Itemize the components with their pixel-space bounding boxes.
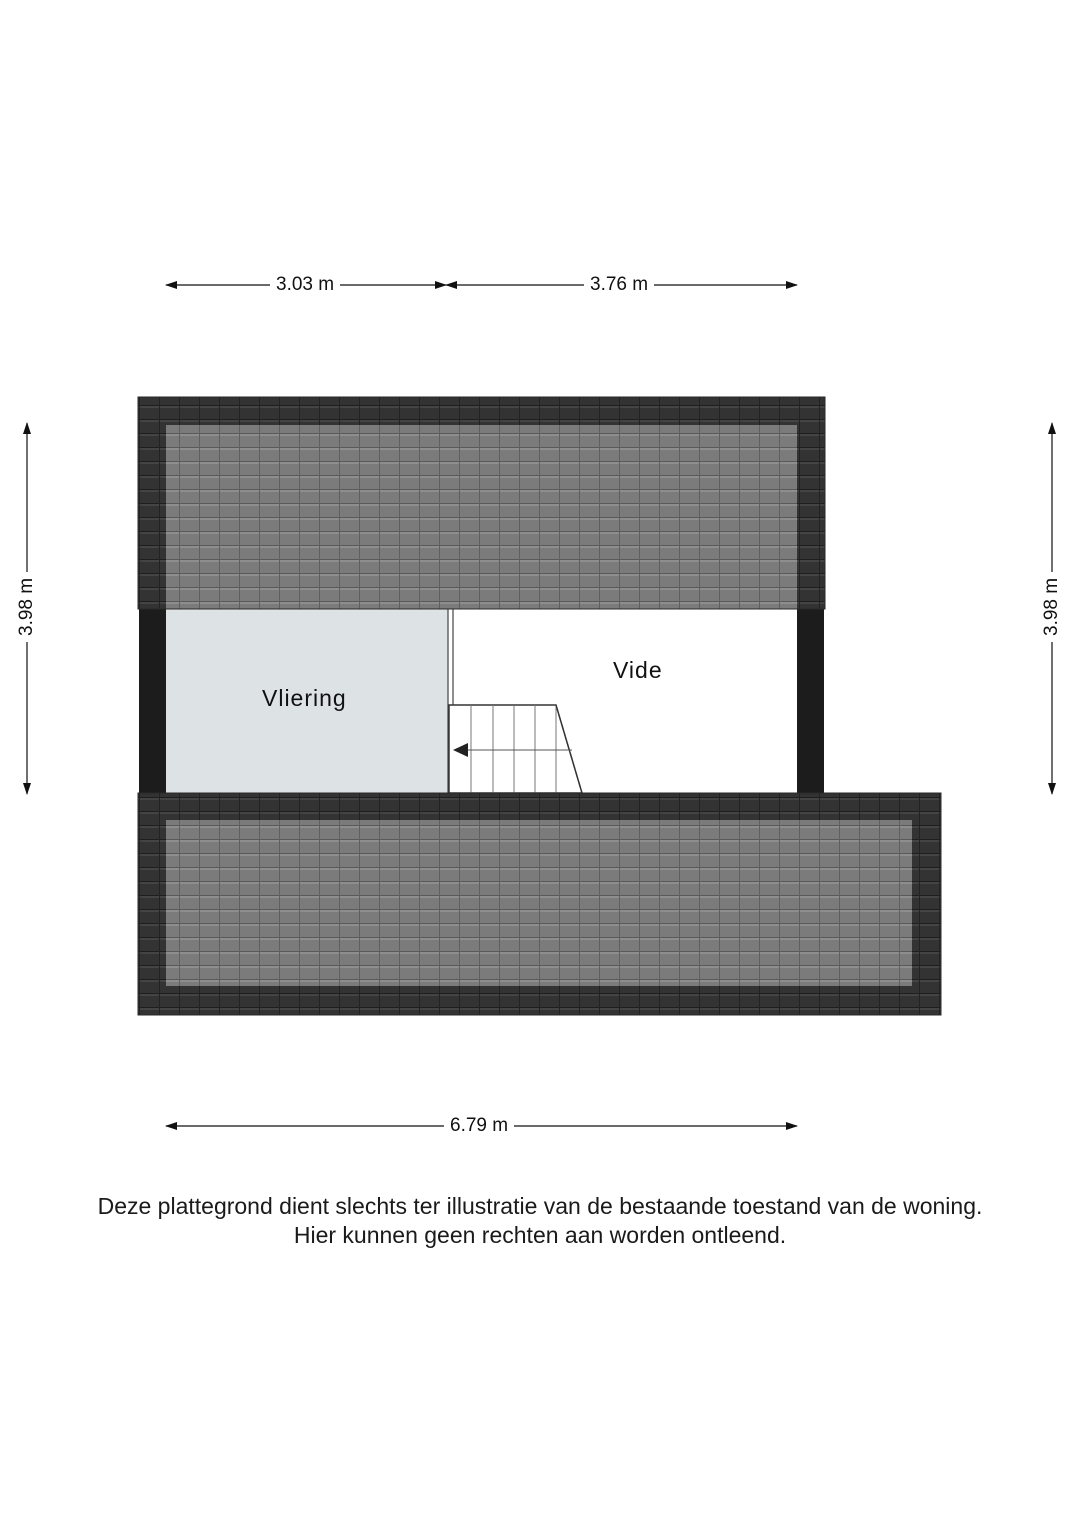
disclaimer-line-1: Deze plattegrond dient slechts ter illustratie van de bestaande toestand van de woning. [97,1193,983,1219]
dimension-label-left: 3.98 m [16,572,38,642]
disclaimer-line-2: Hier kunnen geen rechten aan worden ontleend. [293,1222,787,1248]
dimension-label-right: 3.98 m [1041,572,1063,642]
left-wall [139,605,166,797]
dimension-label-bottom: 6.79 m [444,1115,514,1137]
right-wall [797,605,824,797]
room-label-vliering: Vliering [262,685,347,711]
dimension-label-top-right: 3.76 m [584,274,654,296]
disclaimer [0,1192,1080,1250]
dimension-label-top-left: 3.03 m [270,274,340,296]
roof-bottom [138,793,941,1015]
room-label-vide: Vide [613,657,663,683]
roof-top [138,397,825,609]
